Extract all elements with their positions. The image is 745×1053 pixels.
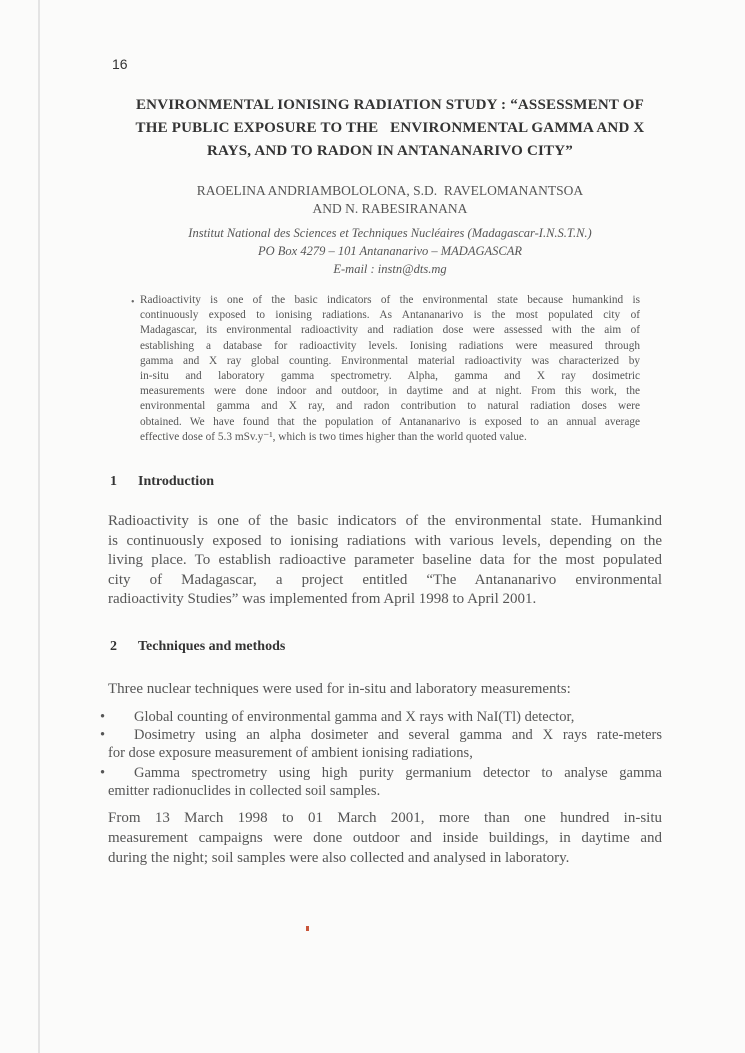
list-item-text: Dosimetry using an alpha dosimeter and several gamma and X rays rate-meters <box>134 727 662 743</box>
abstract <box>140 293 640 445</box>
list-item <box>100 726 662 762</box>
section-number: 1 <box>110 474 117 489</box>
list-item-text: emitter radionuclides in collected soil samples. <box>108 783 381 799</box>
abstract-line: continuously exposed to ionising radiations. As Antananarivo is the most populated city of <box>140 309 640 322</box>
section-title: Introduction <box>138 474 214 489</box>
page-number: 16 <box>112 56 128 72</box>
authors-line: RAOELINA ANDRIAMBOLOLONA, S.D. RAVELOMANANTSOA <box>196 183 584 198</box>
institution-address: PO Box 4279 – 101 Antananarivo – MADAGASCAR <box>258 244 522 258</box>
abstract-line: measurements were done indoor and outdoor, in daytime and at night. From this work, the <box>140 385 640 398</box>
techniques-list <box>100 708 662 800</box>
paper-title <box>100 94 680 163</box>
scan-speck: • <box>131 297 135 308</box>
list-item <box>100 764 662 800</box>
abstract-line: Radioactivity is one of the basic indicators of the environmental state because humankind is <box>140 294 640 306</box>
paragraph-line: living place. To establish radioactive parameter baseline data for the most populated <box>108 552 662 568</box>
abstract-line: Madagascar, its environmental radioactivity and radiation dose were assessed with the aim of <box>140 324 640 337</box>
institution-name: Institut National des Sciences et Techniques Nucléaires (Madagascar-I.N.S.T.N.) <box>188 226 592 240</box>
scan-mark <box>306 926 309 931</box>
techniques-intro: Three nuclear techniques were used for in-situ and laboratory measurements: <box>108 681 571 697</box>
authors-line: AND N. RABESIRANANA <box>312 201 468 216</box>
section-heading-techniques <box>110 639 285 655</box>
abstract-line: gamma and X ray global counting. Environmental material radioactivity was characterized by <box>140 354 640 367</box>
bullet-icon: • <box>100 709 106 725</box>
paragraph-line: city of Madagascar, a project entitled “The Antananarivo environmental <box>108 571 662 588</box>
section-title: Techniques and methods <box>138 639 286 654</box>
paragraph-line: From 13 March 1998 to 01 March 2001, more than one hundred in-situ <box>108 810 662 826</box>
paragraph-line: Radioactivity is one of the basic indicators of the environmental state. Humankind <box>108 513 662 529</box>
introduction-paragraph <box>108 512 662 610</box>
title-line: THE PUBLIC EXPOSURE TO THE ENVIRONMENTAL GAMMA AND X <box>135 120 645 136</box>
paragraph-line: radioactivity Studies” was implemented from April 1998 to April 2001. <box>108 591 537 607</box>
abstract-line: environmental gamma and X ray, and radon contribution to natural radiation doses were <box>140 400 640 413</box>
title-line: RAYS, AND TO RADON IN ANTANANARIVO CITY” <box>207 143 573 159</box>
institution-email: E-mail : instn@dts.mg <box>333 262 447 276</box>
techniques-closing-paragraph <box>108 808 662 868</box>
title-line: ENVIRONMENTAL IONISING RADIATION STUDY : “ASSESSMENT OF <box>135 97 645 113</box>
bullet-icon: • <box>100 765 106 781</box>
bullet-icon: • <box>100 727 106 743</box>
authors <box>100 182 680 218</box>
list-item-text: for dose exposure measurement of ambient ionising radiations, <box>108 745 473 761</box>
section-heading-introduction <box>110 474 214 490</box>
abstract-line: establishing a database for radioactivity levels. Ionising radiations were measured through <box>140 339 640 352</box>
affiliation <box>100 224 680 278</box>
abstract-line: in-situ and laboratory gamma spectrometry. Alpha, gamma and X ray dosimetric <box>140 370 640 383</box>
list-item-text: Global counting of environmental gamma and X rays with NaI(Tl) detector, <box>134 709 575 725</box>
paragraph-line: measurement campaigns were done outdoor and inside buildings, in daytime and <box>108 830 662 846</box>
scan-edge <box>38 0 40 1053</box>
section-number: 2 <box>110 639 117 654</box>
paragraph-line: during the night; soil samples were also collected and analysed in laboratory. <box>108 850 570 866</box>
paragraph-line: is continuously exposed to ionising radiations with various levels, depending on the <box>108 532 662 549</box>
abstract-line: obtained. We have found that the population of Antananarivo is exposed to an annual average <box>140 415 640 428</box>
list-item-text: Gamma spectrometry using high purity germanium detector to analyse gamma <box>134 765 662 781</box>
list-item <box>100 708 662 726</box>
abstract-line: effective dose of 5.3 mSv.y⁻¹, which is two times higher than the world quoted value. <box>140 430 527 443</box>
